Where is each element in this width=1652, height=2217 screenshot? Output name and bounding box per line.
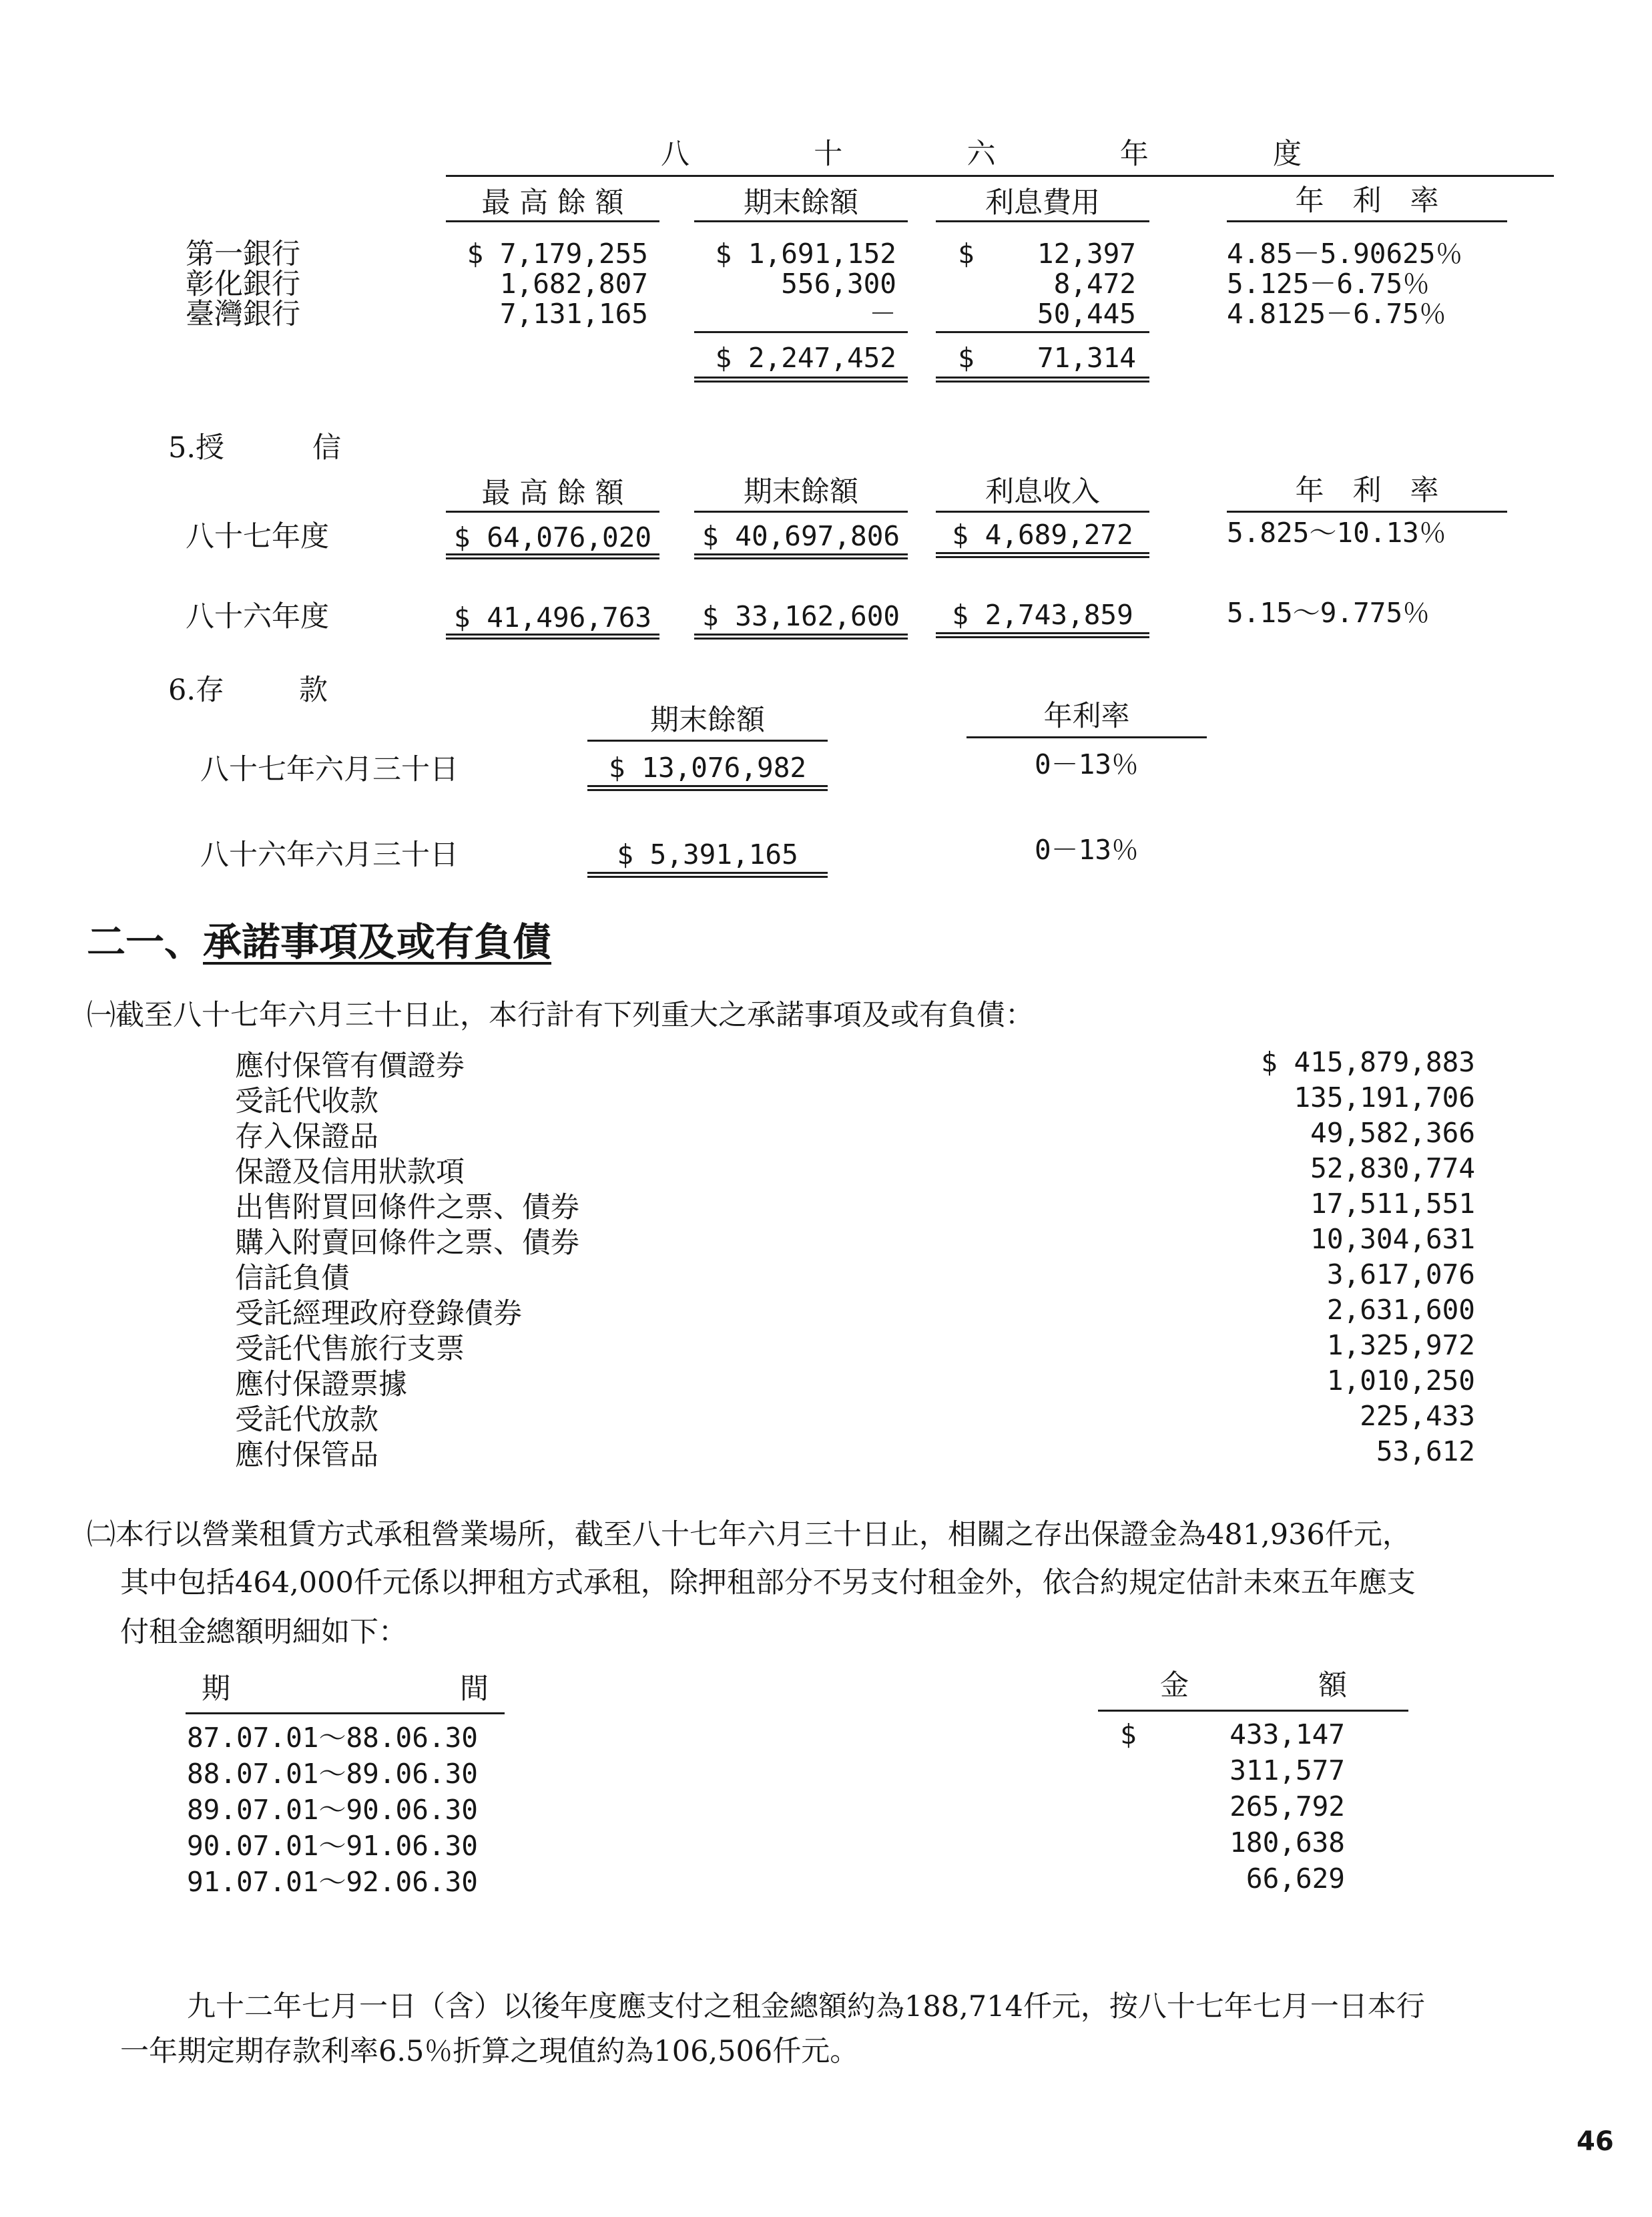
lease-amount: 311,577 — [1229, 1754, 1345, 1786]
lease-header-period — [202, 1672, 489, 1706]
list-item-label: 受託代售旅行支票 — [235, 1332, 465, 1366]
credit-row-label: 八十七年度 — [186, 520, 329, 553]
section-number: 二一、 — [87, 919, 204, 965]
col-header-end: 期末餘額 — [744, 186, 858, 220]
end-balance: $ 13,076,982 — [608, 752, 807, 784]
lease-amount: 180,638 — [1229, 1826, 1345, 1859]
year-header-char: 十 — [814, 138, 843, 171]
heading-char: 信 — [312, 431, 342, 465]
col-header-rule — [694, 220, 908, 222]
max-balance: 7,131,165 — [499, 298, 648, 330]
total-interest-expense: 71,314 — [1037, 342, 1136, 374]
section-title-text: 承諾事項及或有負債 — [203, 919, 552, 965]
end-balance: $ 33,162,600 — [702, 600, 900, 632]
col-header-rule — [1227, 220, 1507, 222]
credit-double-rule — [446, 634, 659, 640]
list-item-value: 17,511,551 — [1310, 1188, 1475, 1220]
col-header-interest: 利息收入 — [985, 475, 1100, 509]
end-balance: $ 1,691,152 — [715, 238, 896, 270]
total-rule — [694, 331, 908, 333]
lease-currency: $ — [1120, 1718, 1137, 1750]
closing-line: 九十二年七月一日（含）以後年度應支付之租金總額約為188,714仟元，按八十七年七月一日本行 — [187, 1990, 1425, 2023]
deposit-row-label: 八十七年六月三十日 — [200, 753, 459, 786]
list-item-label: 存入保證品 — [235, 1120, 378, 1154]
end-balance: － — [869, 298, 896, 330]
annual-rate: 0－13％ — [1034, 748, 1139, 780]
list-item-value: 49,582,366 — [1310, 1117, 1475, 1149]
list-item-label: 受託代收款 — [235, 1085, 378, 1118]
end-balance: $ 40,697,806 — [702, 520, 900, 552]
credit-heading — [168, 431, 342, 465]
annual-rate: 5.825～10.13％ — [1227, 517, 1446, 549]
item2-line: 其中包括464,000仟元係以押租方式承租，除押租部分不另支付租金外，依合約規定估計未來五年應支 — [120, 1566, 1416, 1599]
lease-period: 87.07.01～88.06.30 — [187, 1722, 478, 1754]
max-balance: $ 41,496,763 — [453, 601, 652, 634]
year-header-rule — [446, 175, 1554, 177]
item2-line: 付租金總額明細如下： — [120, 1616, 407, 1649]
col-header-rule — [936, 511, 1149, 513]
closing-line: 一年期定期存款利率6.5％折算之現值約為106,506仟元。 — [120, 2035, 859, 2068]
list-item-value: 1,325,972 — [1326, 1329, 1475, 1361]
credit-double-rule — [694, 634, 908, 640]
max-balance: 1,682,807 — [499, 268, 648, 300]
heading-char: 授 — [196, 431, 225, 465]
total-double-rule — [936, 377, 1149, 383]
col-header-max: 最 高 餘 額 — [481, 477, 624, 510]
list-item-value: 225,433 — [1360, 1400, 1475, 1432]
total-rule — [936, 331, 1149, 333]
credit-double-rule — [936, 552, 1149, 558]
lease-header-amount — [1160, 1669, 1347, 1702]
lease-period: 89.07.01～90.06.30 — [187, 1794, 478, 1826]
col-header-rule — [446, 511, 659, 513]
col-header-end: 期末餘額 — [744, 475, 858, 509]
list-item-value: $ 415,879,883 — [1261, 1046, 1475, 1078]
header-char: 間 — [460, 1672, 489, 1706]
item1-intro: ㈠截至八十七年六月三十日止，本行計有下列重大之承諾事項及或有負債： — [87, 999, 1034, 1032]
lease-amount: 265,792 — [1229, 1790, 1345, 1822]
lease-period: 90.07.01～91.06.30 — [187, 1830, 478, 1862]
bank-name: 臺灣銀行 — [186, 298, 300, 331]
list-item-value: 135,191,706 — [1294, 1081, 1475, 1114]
annual-rate: 5.15～9.775％ — [1227, 597, 1430, 629]
list-item-label: 應付保管品 — [235, 1439, 378, 1472]
deposit-row-label: 八十六年六月三十日 — [200, 838, 459, 872]
heading-char: 款 — [299, 674, 328, 707]
list-item-label: 應付保管有價證券 — [235, 1049, 465, 1083]
heading-number: 5. — [168, 431, 196, 465]
col-header-rate: 年 利 率 — [1295, 474, 1439, 507]
header-char: 期 — [202, 1672, 230, 1706]
col-header-end: 期末餘額 — [650, 704, 765, 737]
list-item-label: 應付保證票據 — [235, 1368, 407, 1401]
list-item-value: 52,830,774 — [1310, 1152, 1475, 1184]
year-header-char: 六 — [967, 138, 996, 171]
year-header-char: 年 — [1119, 138, 1149, 171]
lease-amount: 433,147 — [1229, 1718, 1345, 1750]
section-title — [87, 919, 552, 965]
max-balance: $ 64,076,020 — [453, 521, 652, 553]
year-header — [661, 140, 1302, 169]
deposit-double-rule — [587, 785, 828, 791]
bank-name: 彰化銀行 — [186, 268, 300, 301]
page-number: 46 — [1577, 2126, 1614, 2157]
total-end-balance: $ 2,247,452 — [715, 342, 896, 374]
header-char: 額 — [1318, 1669, 1347, 1702]
list-item-value: 2,631,600 — [1326, 1294, 1475, 1326]
list-item-label: 購入附賣回條件之票、債券 — [235, 1226, 579, 1260]
interest-income: $ 2,743,859 — [952, 599, 1133, 631]
max-balance: $ 7,179,255 — [467, 238, 648, 270]
header-char: 金 — [1160, 1669, 1189, 1702]
lease-period: 88.07.01～89.06.30 — [187, 1758, 478, 1790]
annual-rate: 0－13％ — [1034, 834, 1139, 866]
list-item-label: 受託經理政府登錄債券 — [235, 1297, 522, 1330]
item2-line: ㈡本行以營業租賃方式承租營業場所，截至八十七年六月三十日止，相關之存出保證金為481,936仟元， — [87, 1518, 1411, 1551]
credit-row-label: 八十六年度 — [186, 600, 329, 634]
col-header-rule — [967, 736, 1207, 738]
col-header-rule — [587, 740, 828, 742]
interest-income: $ 4,689,272 — [952, 519, 1133, 551]
total-interest-currency: $ — [958, 342, 975, 374]
list-item-label: 保證及信用狀款項 — [235, 1156, 465, 1189]
list-item-value: 1,010,250 — [1326, 1365, 1475, 1397]
interest-currency: $ — [958, 238, 975, 270]
col-header-rate: 年利率 — [1043, 700, 1130, 733]
year-header-char: 八 — [661, 138, 690, 171]
list-item-value: 10,304,631 — [1310, 1223, 1475, 1255]
list-item-label: 受託代放款 — [235, 1403, 378, 1437]
col-header-rule — [694, 511, 908, 513]
interest-expense: 12,397 — [1037, 238, 1136, 270]
lease-period: 91.07.01～92.06.30 — [187, 1866, 478, 1898]
bank-name: 第一銀行 — [186, 238, 300, 271]
list-item-value: 53,612 — [1376, 1435, 1475, 1467]
col-header-rule — [936, 220, 1149, 222]
list-item-value: 3,617,076 — [1326, 1258, 1475, 1290]
col-header-max: 最 高 餘 額 — [481, 186, 624, 220]
credit-double-rule — [446, 553, 659, 559]
list-item-label: 信託負債 — [235, 1262, 350, 1295]
deposit-double-rule — [587, 872, 828, 878]
total-double-rule — [694, 377, 908, 383]
interest-expense: 50,445 — [1037, 298, 1136, 330]
lease-header-rule — [1098, 1710, 1408, 1712]
credit-double-rule — [694, 553, 908, 559]
heading-number: 6. — [168, 674, 196, 707]
end-balance: 556,300 — [781, 268, 896, 300]
list-item-label: 出售附買回條件之票、債券 — [235, 1191, 579, 1224]
annual-rate: 4.85－5.90625％ — [1227, 238, 1463, 270]
lease-header-rule — [186, 1712, 505, 1714]
col-header-rule — [446, 220, 659, 222]
lease-amount: 66,629 — [1246, 1863, 1345, 1895]
col-header-rate: 年 利 率 — [1295, 184, 1439, 218]
heading-char: 存 — [196, 674, 225, 707]
col-header-rule — [1227, 511, 1507, 513]
annual-rate: 4.8125－6.75％ — [1227, 298, 1446, 330]
credit-double-rule — [936, 632, 1149, 638]
col-header-interest: 利息費用 — [985, 186, 1100, 220]
interest-expense: 8,472 — [1053, 268, 1136, 300]
end-balance: $ 5,391,165 — [617, 838, 798, 871]
annual-rate: 5.125－6.75％ — [1227, 268, 1430, 300]
deposits-heading — [168, 676, 328, 705]
year-header-char: 度 — [1273, 138, 1302, 171]
